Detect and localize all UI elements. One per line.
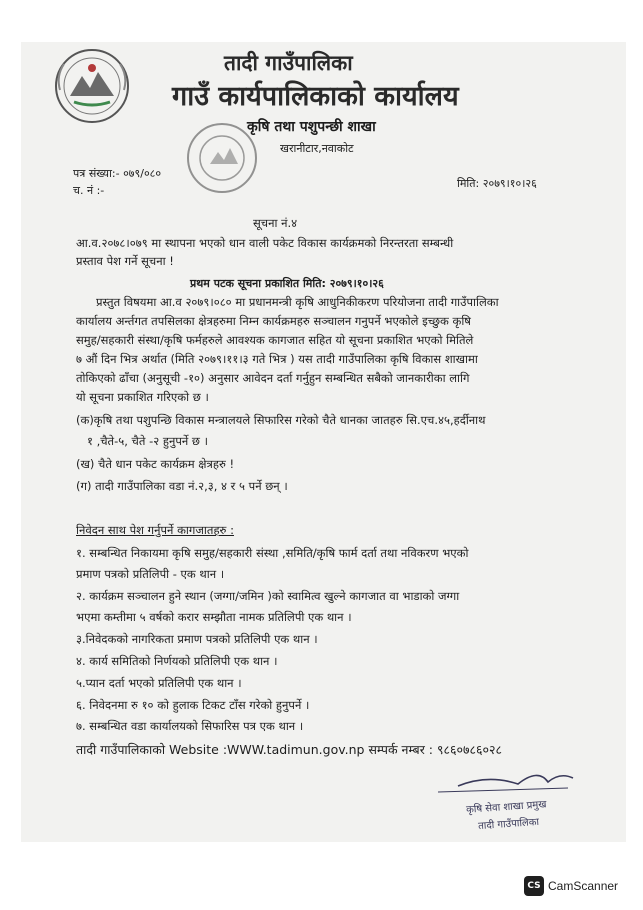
- document-item: ३.निवेदकको नागरिकता प्रमाण पत्रको प्रतिलिपी एक थान ।: [76, 632, 318, 646]
- branch-name: कृषि तथा पशुपन्छी शाखा: [247, 119, 376, 135]
- notice-subject-line-2: प्रस्ताव पेश गर्ने सूचना !: [76, 254, 174, 268]
- paragraph-line: समुह/सहकारी संस्था/कृषि फर्महरुले आवश्यक कागजात सहित यो सूचना प्रकाशित भएको मितिले: [76, 333, 474, 347]
- office-name: गाउँ कार्यपालिकाको कार्यालय: [172, 81, 459, 112]
- document-item: ५.प्यान दर्ता भएको प्रतिलिपी एक थान ।: [76, 676, 242, 690]
- list-item: १ ,चैते-५, चैते -२ हुनुपर्ने छ ।: [76, 434, 208, 448]
- paragraph-line: ७ औं दिन भित्र अर्थात (मिति २०७९।११।३ गते भित्र ) यस तादी गाउँपालिका कृषि विकास शाखामा: [76, 352, 478, 366]
- nepal-government-emblem-icon: [52, 46, 132, 126]
- paragraph-line: यो सूचना प्रकाशित गरिएको छ ।: [76, 390, 209, 404]
- document-item: १. सम्बन्धित निकायमा कृषि समुह/सहकारी संस्था ,समिति/कृषि फार्म दर्ता तथा नविकरण भएको: [76, 546, 469, 560]
- signature-title: कृषि सेवा शाखा प्रमुख: [465, 799, 547, 816]
- document-item: ७. सम्बन्धित वडा कार्यालयको सिफारिस पत्र एक थान ।: [76, 719, 304, 733]
- paragraph-line: प्रस्तुत विषयमा आ.व २०७९।०८० मा प्रधानमन्त्री कृषि आधुनिकीकरण परियोजना तादी गाउँपालिका: [96, 295, 499, 309]
- office-address: खरानीटार,नवाकोट: [280, 142, 354, 155]
- first-publish-date: प्रथम पटक सूचना प्रकाशित मिति: २०७९।१०।२६: [190, 277, 384, 290]
- paragraph-line: कार्यालय अर्न्तगत तपसिलका क्षेत्रहरुमा निम्न कार्यक्रमहरु सञ्चालन गनुपर्ने भएकोले इच्छुक कृषि: [76, 314, 471, 328]
- document-item: ४. कार्य समितिको निर्णयको प्रतिलिपी एक थान ।: [76, 654, 278, 668]
- document-item: ६. निवेदनमा रु १० को हुलाक टिकट टाँस गरेको हुनुपर्ने ।: [76, 698, 310, 712]
- signature-office: तादी गाउँपालिका: [477, 816, 540, 833]
- letter-date: मिति: २०७९।१०।२६: [457, 177, 537, 190]
- dispatch-number: च. नं :-: [73, 184, 105, 197]
- paragraph-line: तोकिएको ढाँचा (अनुसूची -१०) अनुसार आवेदन दर्ता गर्नुहुन सम्बन्धित सबैको जानकारीका लागि: [76, 371, 470, 385]
- office-round-seal-icon: [182, 118, 262, 198]
- camscanner-watermark: [524, 876, 618, 896]
- website-contact-line: तादी गाउँपालिकाको Website :WWW.tadimun.gov.np सम्पर्क नम्बर : ९८६०७८६०२८: [76, 742, 502, 757]
- camscanner-label: CamScanner: [548, 879, 619, 893]
- letter-number: पत्र संख्या:- ०७९/०८०: [73, 167, 162, 180]
- list-item: (ग) तादी गाउँपालिका वडा नं.२,३, ४ र ५ पर्ने छन् ।: [76, 479, 288, 493]
- document-item: २. कार्यक्रम सञ्चालन हुने स्थान (जग्गा/जमिन )को स्वामित्व खुल्ने कागजात वा भाडाको जग्गा: [76, 589, 460, 603]
- documents-heading: निवेदन साथ पेश गर्नुपर्ने कागजातहरु :: [76, 523, 234, 537]
- document-item: प्रमाण पत्रको प्रतिलिपी - एक थान ।: [76, 567, 225, 581]
- list-item: (ख) चैते धान पकेट कार्यक्रम क्षेत्रहरु !: [76, 457, 235, 471]
- list-item: (क)कृषि तथा पशुपन्छि विकास मन्त्रालयले सिफारिस गरेको चैते धानका जातहरु सि.एच.४५,हर्दीनाथ: [76, 413, 486, 427]
- document-item: भएमा कम्तीमा ५ वर्षको करार सम्झौता नामक प्रतिलिपी एक थान ।: [76, 610, 352, 624]
- municipality-name: तादी गाउँपालिका: [224, 51, 353, 75]
- camscanner-logo-icon: CS: [524, 876, 544, 896]
- notice-subject-line-1: आ.व.२०७८।०७९ मा स्थापना भएको धान वाली पकेट विकास कार्यक्रमको निरन्तरता सम्बन्धी: [76, 236, 454, 250]
- notice-number: सूचना नं.४: [253, 216, 298, 230]
